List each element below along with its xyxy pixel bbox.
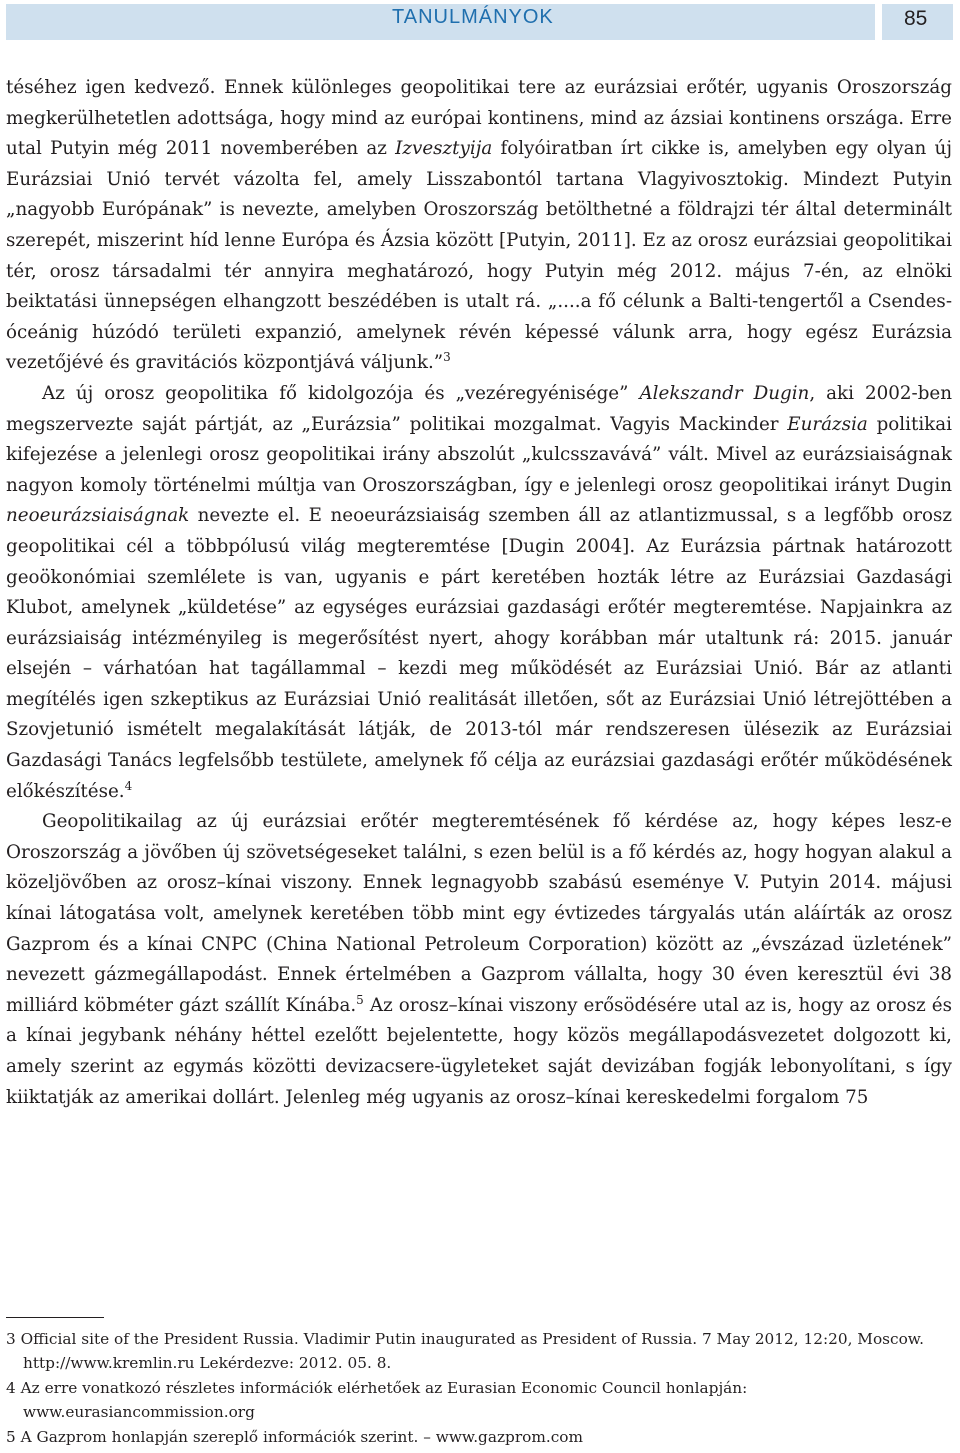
term-neoeurazsiaisag: neoeurázsiaiságnak <box>6 505 190 527</box>
footnote-number: 4 <box>6 1378 16 1397</box>
paragraph-2-text-b: , aki 2002-ben megszervezte saját pártját, az „Eurázsia” politikai mozgalmat. Vagyis Mackinder <box>6 382 952 435</box>
footnote-5 <box>6 1425 952 1449</box>
paragraph-2-text-c: politikai kifejezése a jelenlegi orosz geopolitikai irány abszolút „kulcsszavává” vált. Mivel az eurázsiaiságnak nagyon komoly történelmi múltja van Oroszországban, így e jelenlegi orosz geopolitikai irányt Dugin <box>6 413 952 496</box>
paragraph-3-text-a: Geopolitikailag az új eurázsiai erőtér megteremtésének fő kérdése az, hogy képes lesz-e Oroszország a jövőben új szövetségeseket találni, s ezen belül is a fő kérdés az, hogy hogyan alakul a közeljövőben az orosz–kínai viszony. Ennek legnagyobb szabású eseménye V. Putyin 2014. májusi kínai látogatása volt, amelynek keretében több mint egy évtizedes tárgyalás után aláírták az orosz Gazprom és a kínai CNPC (China National Petroleum Corporation) között az „évszázad üzletének” nevezett gázmegállapodást. Ennek értelmében a Gazprom vállalta, hogy 30 éven keresztül évi 38 milliárd köbméter gázt szállít Kínába. <box>6 811 952 1016</box>
person-name: Alekszandr Dugin <box>639 382 810 404</box>
article-body <box>6 73 952 1113</box>
section-title: TANULMÁNYOK <box>392 6 554 28</box>
term-eurazsia: Eurázsia <box>787 413 868 435</box>
paragraph-1 <box>6 73 952 379</box>
footnote-3 <box>6 1327 952 1376</box>
page-number: 85 <box>904 7 928 30</box>
footnote-number: 3 <box>6 1330 16 1348</box>
footnotes <box>6 1327 952 1449</box>
paragraph-1-text-a: téséhez igen kedvező. Ennek különleges geopolitikai tere az eurázsiai erőtér, ugyanis Oroszország megkerülhetetlen adottsága, hogy mind az európai kontinens, mind az ázsiai kontinens országa. Erre utal Putyin még 2011 novemberében az <box>6 77 952 160</box>
paragraph-3-text-b: Az orosz–kínai viszony erősödésére utal az is, hogy az orosz és a kínai jegybank néhány héttel ezelőtt bejelentette, hogy közös megállapodásvezetet dolgozott ki, amely szerint az egymás közötti devizacsere-ügyleteket saját devizában fogják lebonyolítani, s így kiiktatják az amerikai dollárt. Jelenleg még ugyanis az orosz–kínai kereskedelmi forgalom 75 <box>6 994 953 1108</box>
paragraph-2 <box>6 379 952 807</box>
paragraph-1-text-b: folyóiratban írt cikke is, amelyben egy olyan új Eurázsiai Unió tervét vázolta fel, amely Lisszabontól tartana Vlagyivosztokig. Mindezt Putyin „nagyobb Európának” is nevezte, amelyben Oroszország betölthetné a földrajzi tér által determinált szerepét, miszerint híd lenne Európa és Ázsia között [Putyin, 2011]. Ez az orosz eurázsiai geopolitikai tér, orosz társadalmi tér annyira meghatározó, hogy Putyin még 2012. május 7-én, az elnöki beiktatási ünnepségen elhangzott beszédében is utalt rá. „....a fő célunk a Balti-tengertől a Csendes-óceánig húzódó területi expanzió, amelynek révén képessé válunk arra, hogy egész Eurázsia vezetőjévé és gravitációs központjává váljunk.” <box>6 138 952 374</box>
footnote-ref-5: 5 <box>356 992 364 1007</box>
paragraph-2-text-a: Az új orosz geopolitika fő kidolgozója és „vezéregyénisége” <box>42 382 640 404</box>
footnote-text: Az erre vonatkozó részletes információk elérhetőek az Eurasian Economic Council honlapján: www.eurasiancommission.org <box>20 1378 748 1422</box>
footnote-ref-3: 3 <box>443 350 451 365</box>
journal-name: Izvesztyija <box>395 138 493 160</box>
footnote-ref-4: 4 <box>124 778 133 793</box>
footnote-divider <box>6 1317 104 1318</box>
footnote-4 <box>6 1376 952 1425</box>
footnote-number: 5 <box>6 1427 16 1446</box>
paragraph-2-text-d: nevezte el. E neoeurázsiaiság szemben áll az atlantizmussal, s a legfőbb orosz geopolitikai cél a többpólusú világ megteremtése [Dugin 2004]. Az Eurázsia pártnak határozott geoökonómiai szemlélete is van, ugyanis e párt keretében hozták létre az Eurázsiai Gazdasági Klubot, amelynek „küldetése” az egységes eurázsiai gazdasági erőtér megteremtése. Napjainkra az eurázsiaiság intézményileg is megerősítést nyert, ahogy korábban már utaltunk rá: 2015. január elsején – várhatóan hat tagállammal – kezdi meg működését az Eurázsiai Unió. Bár az atlanti megítélés igen szkeptikus az Eurázsiai Unió realitását illetően, sőt az Eurázsiai Unió létrejöttében a Szovjetunió ismételt megalakítását látják, de 2013-tól már rendszeresen ülésezik az Eurázsiai Gazdasági Tanács legfelsőbb testülete, amelynek fő célja az eurázsiai gazdasági erőtér működésének előkészítése. <box>6 505 952 802</box>
footnote-text: Official site of the President Russia. Vladimir Putin inaugurated as President of Russia. 7 May 2012, 12:20, Moscow. http://www.kremlin.ru Lekérdezve: 2012. 05. 8. <box>20 1330 924 1373</box>
paragraph-3 <box>6 807 952 1113</box>
footnote-text: A Gazprom honlapján szereplő információk szerint. – www.gazprom.com <box>20 1427 583 1446</box>
